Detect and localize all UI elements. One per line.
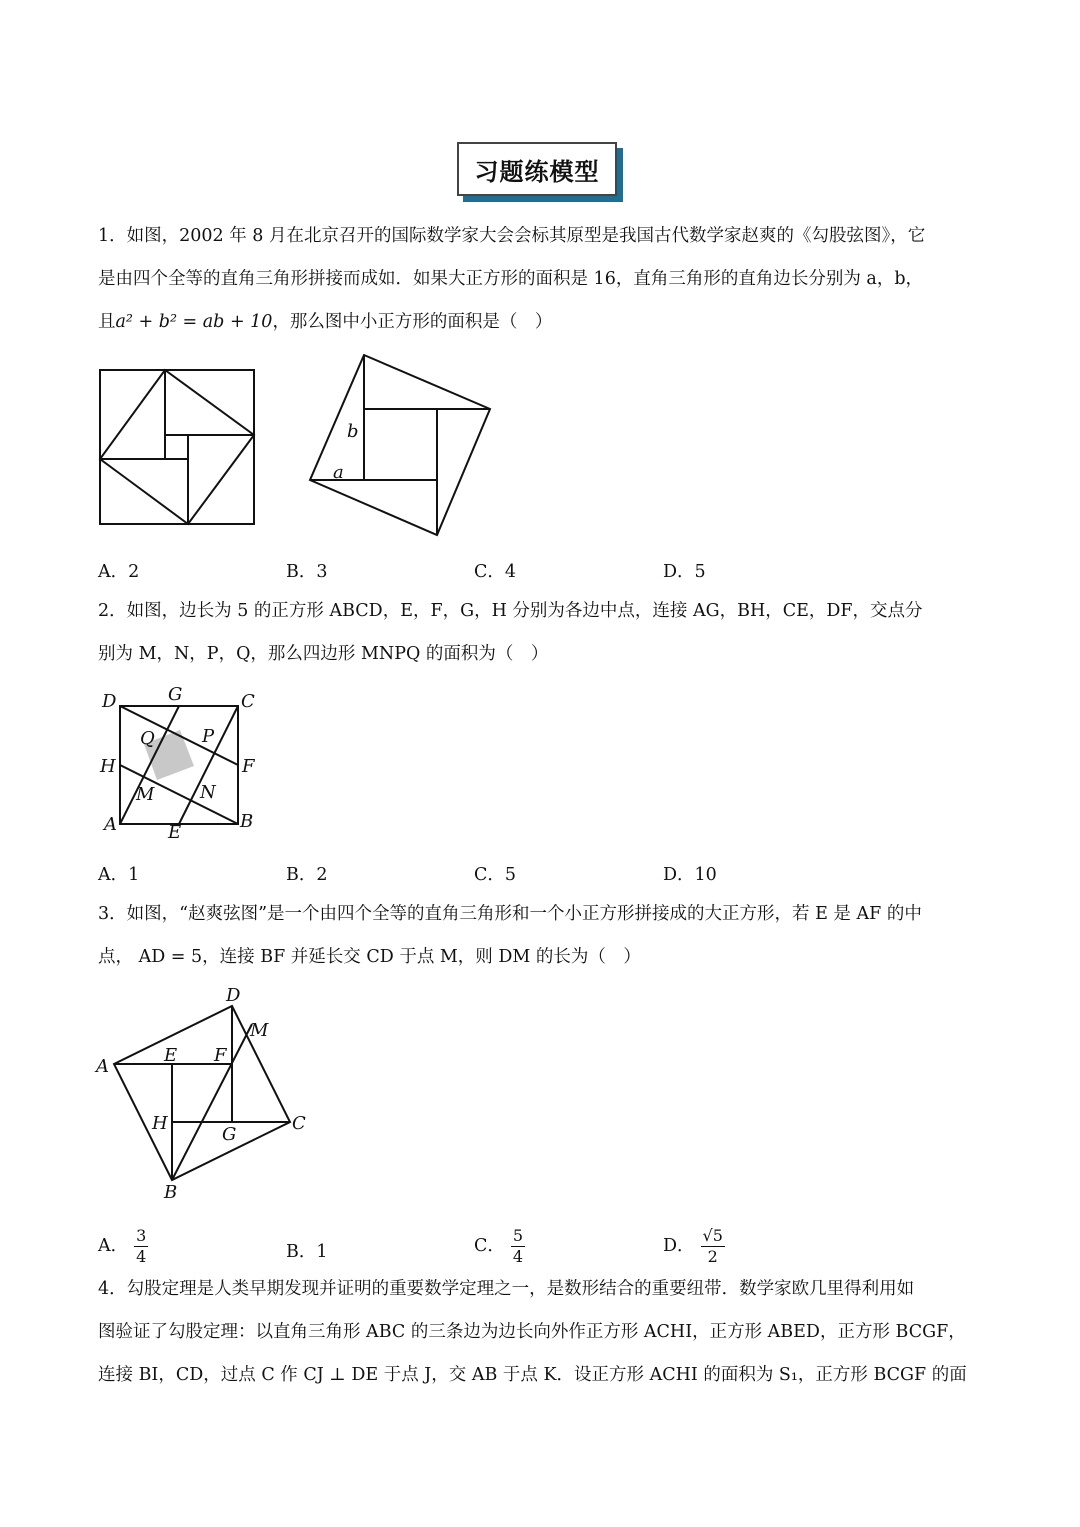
question-2-text [98,590,988,676]
q1-option-d[interactable]: D．5 [663,562,706,582]
q1-option-b[interactable]: B．3 [286,562,328,582]
q4-line-2: 图验证了勾股定理：以直角三角形 ABC 的三条边为边长向外作正方形 ACHI，正方形 ABED，正方形 BCGF， [98,1322,966,1342]
q3-label-h: H [152,1113,168,1134]
q3-option-c-fraction: $\frac{5}{4}$ [512,1226,524,1266]
q3-label-g: G [222,1124,237,1145]
q1-option-a[interactable]: A．2 [98,562,140,582]
q2-option-b[interactable]: B．2 [286,865,328,885]
q4-line-1: 4．勾股定理是人类早期发现并证明的重要数学定理之一，是数形结合的重要纽带．数学家欧几里得利用如 [98,1279,915,1299]
q2-option-c[interactable]: C．5 [474,865,517,885]
q2-option-d[interactable]: D．10 [663,865,717,885]
q2-figure [96,682,266,842]
question-1-text [98,215,988,344]
q1-label-a: a [333,462,344,483]
q3-options [98,1216,998,1266]
q2-line-1: 2．如图，边长为 5 的正方形 ABCD，E，F，G，H 分别为各边中点，连接 AG，BH，CE，DF，交点分 [98,601,923,621]
q2-label-m: M [136,784,155,805]
q2-label-a: A [104,814,117,835]
q2-label-b: B [240,811,254,832]
q2-label-c: C [241,691,255,712]
q3-option-b[interactable]: B．1 [286,1242,328,1262]
q2-label-d: D [102,691,117,712]
q3-label-d: D [226,985,241,1006]
question-3-text [98,893,988,979]
q3-label-c: C [292,1113,306,1134]
q3-line-2: 点， AD = 5，连接 BF 并延长交 CD 于点 M，则 DM 的长为（ ） [98,947,641,967]
q2-label-f: F [242,756,255,777]
section-title: 习题练模型 [457,142,617,196]
q2-label-p: P [202,726,215,747]
q1-figure-tilted [305,350,500,540]
q3-option-a[interactable]: A． $\frac{3}{4}$ [98,1226,147,1266]
q3-figure [94,984,314,1204]
q1-line-3: 且a² + b² = ab + 10，那么图中小正方形的面积是（ ） [98,312,553,332]
q3-line-1: 3．如图，“赵爽弦图”是一个由四个全等的直角三角形和一个小正方形拼接成的大正方形，若 E 是 AF 的中 [98,904,922,924]
q1-line-2: 是由四个全等的直角三角形拼接而成如．如果大正方形的面积是 16，直角三角形的直角边长分别为 a，b， [98,269,924,289]
q3-label-b: B [164,1182,178,1203]
q2-label-e: E [168,822,182,842]
q1-label-b: b [347,421,359,442]
question-4-text [98,1268,988,1397]
q3-option-d-fraction: $\frac{√5}{2}$ [702,1226,723,1266]
q3-option-d[interactable]: D． $\frac{√5}{2}$ [663,1226,723,1266]
q3-option-c[interactable]: C． $\frac{5}{4}$ [474,1226,524,1266]
q3-label-a: A [96,1056,109,1077]
q1-figure-square [98,368,258,528]
q2-line-2: 别为 M，N，P，Q，那么四边形 MNPQ 的面积为（ ） [98,644,549,664]
q2-label-g: G [168,684,183,705]
q2-label-n: N [200,782,216,803]
q3-label-m: M [250,1020,269,1041]
q2-label-q: Q [140,728,155,749]
q3-label-f: F [214,1045,227,1066]
q1-formula: a² + b² = ab + 10 [115,312,273,332]
q1-option-c[interactable]: C．4 [474,562,517,582]
q3-option-a-fraction: $\frac{3}{4}$ [136,1226,147,1266]
q1-line-1: 1．如图，2002 年 8 月在北京召开的国际数学家大会会标其原型是我国古代数学家赵爽的《勾股弦图》，它 [98,226,926,246]
q3-label-e: E [164,1045,178,1066]
q2-label-h: H [100,756,116,777]
q2-option-a[interactable]: A．1 [98,865,140,885]
q4-line-3: 连接 BI，CD，过点 C 作 CJ ⊥ DE 于点 J，交 AB 于点 K．设正方形 ACHI 的面积为 S₁，正方形 BCGF 的面 [98,1365,967,1385]
